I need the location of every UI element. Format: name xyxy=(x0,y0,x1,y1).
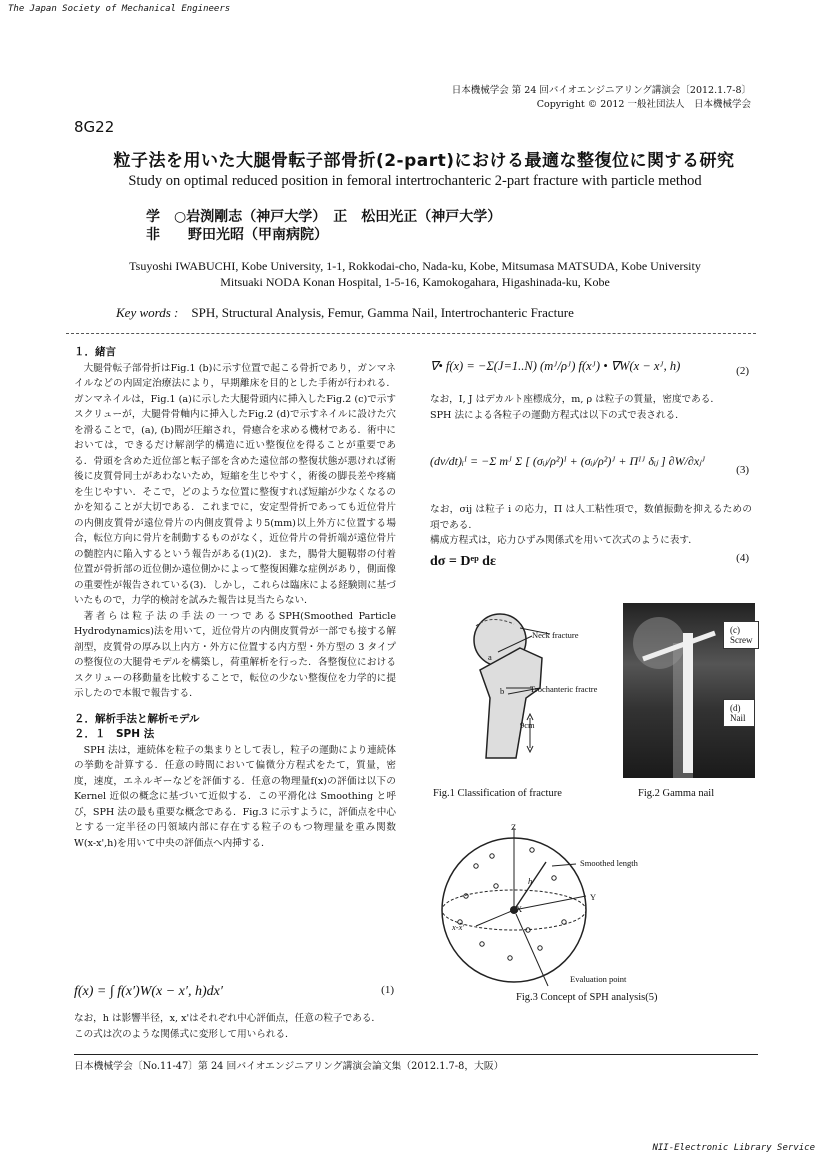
equation-1-number: (1) xyxy=(381,984,394,996)
constitutive-intro: 構成方程式は，応力ひずみ関係式を用いて次式のように表す． xyxy=(430,535,698,546)
figure-1-caption: Fig.1 Classification of fracture xyxy=(433,788,562,799)
intro-paragraph-2: 著者らは粒子法の手法の一つであるSPH(Smoothed Particle Hydrodynamics)法を用いて，近位骨片の内側皮質骨が一部でも接する解剖型，皮質骨の厚み以上内方・外方に位置する内方型・外方型の 3 タイプの整復位の大腿骨モデルを構築し，荷重解析を行った．各整復位におけるスクリューの移動量を比較することで，転位の少ない整復位を力学的に提示したので本報で報告する． xyxy=(74,610,396,699)
copyright-line: Copyright © 2012 一般社団法人 日本機械学会 xyxy=(536,99,751,110)
label-trochanteric-fracture: Trochanteric fractre xyxy=(530,684,598,694)
keywords-text: SPH, Structural Analysis, Femur, Gamma Nail, Intertrochanteric Fracture xyxy=(191,305,574,320)
right-column-text-1 xyxy=(430,392,752,423)
equation-3-number: (3) xyxy=(736,464,749,476)
nail-shape xyxy=(683,633,693,773)
label-axis-z: Z xyxy=(511,822,517,832)
figure-2-xray xyxy=(623,603,755,778)
equation-1: f(x) = ∫ f(x′)W(x − x′, h)dx′ xyxy=(74,984,223,999)
title-english: Study on optimal reduced position in femoral intertrochanteric 2-part fracture with particle method xyxy=(128,173,702,189)
authors-japanese xyxy=(146,208,501,244)
left-column xyxy=(74,345,396,851)
section-2-1-heading: ２．１ SPH 法 xyxy=(74,728,155,740)
fig1-leaders xyxy=(496,634,536,694)
authors-line-2: 非 野田光昭（甲南病院） xyxy=(146,227,328,243)
equation-4: dσ = Dᵉᵖ dε xyxy=(430,554,496,569)
label-neck-fracture: Neck fracture xyxy=(532,630,579,640)
section-1-heading: １．緒言 xyxy=(74,346,116,358)
label-b: b xyxy=(500,686,505,696)
section-2-heading: ２．解析手法と解析モデル xyxy=(74,712,200,725)
equation-2: ∇• f(x) = −Σ(J=1..N) (mᴶ/ρᴶ) f(xᴶ) • ∇W(x − xᴶ, h) xyxy=(430,359,681,373)
eq1-note: なお，h は影響半径，x, x'はそれぞれ中心評価点，任意の粒子である． xyxy=(74,1013,382,1024)
label-9cm: 9cm xyxy=(520,720,535,730)
figure-3-sph-sphere xyxy=(436,826,626,996)
motion-eq-intro: SPH 法による各粒子の運動方程式は以下の式で表される． xyxy=(430,409,685,421)
right-column-text-2 xyxy=(430,502,752,549)
label-axis-x: X xyxy=(516,904,523,914)
sph-paragraph: SPH 法は，連続体を粒子の集まりとして表し，粒子の運動により連続体の挙動を計算する．任意の時間において偏微分方程式をたて，質量，密度，速度，エネルギーなどを評価する．任意の物理量f(x)の評価は以下の Kernel 近似の概念に基づいて近似する．この平滑化は Smoothing と呼び，SPH 法の最も重要な概念である．Fig.3 に示すように，評価点を中心とする一定半径の円領域内部に存在する粒子のもつ物理量を重み関数 W(x-x',h)を用いて中央の評価点へ内挿する． xyxy=(74,744,396,849)
label-evaluation-point: Evaluation point xyxy=(570,974,627,984)
figure-2-caption: Fig.2 Gamma nail xyxy=(638,788,715,799)
affiliation-line-2: Mitsuaki NODA Konan Hospital, 1-5-16, Kamokogahara, Higashinada-ku, Kobe xyxy=(220,275,610,289)
label-screw: (c) Screw xyxy=(723,621,759,649)
conference-line: 日本機械学会 第 24 回バイオエンジニアリング講演会〔2012.1.7-8〕 xyxy=(451,85,751,96)
affiliations xyxy=(60,258,770,290)
intro-paragraph-1: 大腿骨転子部骨折はFig.1 (b)に示す位置で起こる骨折であり，ガンマネイルなどの内固定治療法により，早期離床を目的とした手術が行われる．ガンマネイルは，Fig.1 (a)に示した大腿骨頭内に挿入したFig.2 (c)で示すスクリューが，大腿骨骨軸内に挿入したFig.2 (d)で示すネイルに設けた穴を滑ることで，(a), (b)間が圧縮され，骨癒合を求める機材である．術中においては，できるだけ解剖学的構造に近い整復位を得ることが重要である．骨頭を含めた近位部と転子部を含めた遠位部の整復状態が悪ければ術後に皮質骨同士があわないため，短縮を生じやすく，術後の脚長差や疼痛を生じやすい．そこで，どのような位置に整復すれば短縮が少なくなるのかを知ることが大切である．これまでに，安定型骨折であっても近位骨片の内側皮質骨が遠位骨片の内側皮質骨より5(mm)以上外方に位置する場合，転位方向に骨片を制動するものがなく，近位骨片の骨折端が遠位骨片の髄腔内に陥入するという報告がある(1)(2)．また，腸骨大腿靱帯の付着位置が骨折部の近位側か遠位側かによって整復困難な症例があり，側面像の重要性が報告されている(3)．しかし，これらは臨床による経験則に基づいたもので，力学的検討を試みた報告は見当たらない． xyxy=(74,362,396,606)
paper-id: 8G22 xyxy=(74,118,115,136)
header-divider xyxy=(66,333,756,334)
title-japanese: 粒子法を用いた大腿骨転子部骨折(2-part)における最適な整復位に関する研究 xyxy=(113,151,735,171)
eq3-note: なお，σij は粒子 i の応力，Π は人工粘性項で，数値振動を抑えるための項である． xyxy=(430,504,752,531)
label-smoothed-length: Smoothed length xyxy=(580,858,638,868)
equation-1-row xyxy=(74,980,396,1008)
eq2-note: なお，I, J はデカルト座標成分，m, ρ は粒子の質量，密度である． xyxy=(430,394,720,405)
label-axis-y: Y xyxy=(590,892,597,902)
left-column-tail xyxy=(74,1011,396,1042)
label-a: a xyxy=(488,652,492,662)
affiliation-line-1: Tsuyoshi IWABUCHI, Kobe University, 1-1, Rokkodai-cho, Nada-ku, Kobe, Mitsumasa MATSUDA, Kobe University xyxy=(129,259,701,273)
keywords-label: Key words : xyxy=(116,305,179,320)
conference-header xyxy=(231,84,751,112)
label-nail: (d) Nail xyxy=(723,699,755,727)
equation-3: (dv/dt)ᵢᴵ = −Σ mᴶ Σ [ (σᵢⱼ/ρ²)ᴵ + (σᵢⱼ/ρ²)ᴶ + Πᴵᴶ δᵢⱼ ] ∂W/∂xⱼᴶ xyxy=(430,454,706,468)
keywords xyxy=(116,305,574,321)
footer-citation: 日本機械学会〔No.11-47〕第 24 回バイオエンジニアリング講演会論文集（2012.1.7-8，大阪） xyxy=(74,1061,504,1072)
label-h: h xyxy=(528,876,533,886)
watermark-bottom: NII-Electronic Library Service xyxy=(652,1143,815,1153)
equation-3-row xyxy=(430,450,755,494)
equation-4-row xyxy=(430,550,755,570)
eq1-transform-note: この式は次のような関係式に変形して用いられる． xyxy=(74,1028,295,1040)
equation-2-row xyxy=(430,355,755,389)
equation-2-number: (2) xyxy=(736,365,749,377)
equation-4-number: (4) xyxy=(736,552,749,564)
axis-x xyxy=(476,910,514,926)
footer-divider xyxy=(74,1054,758,1055)
figure-3-caption: Fig.3 Concept of SPH analysis(5) xyxy=(516,992,658,1003)
authors-line-1: 学 ○岩渕剛志（神戸大学） 正 松田光正（神戸大学） xyxy=(146,209,502,225)
smoothing-radius xyxy=(514,862,546,910)
label-x-minus-xprime: x-x' xyxy=(452,922,465,932)
watermark-top: The Japan Society of Mechanical Engineers xyxy=(8,4,231,14)
axis-y xyxy=(514,896,586,910)
